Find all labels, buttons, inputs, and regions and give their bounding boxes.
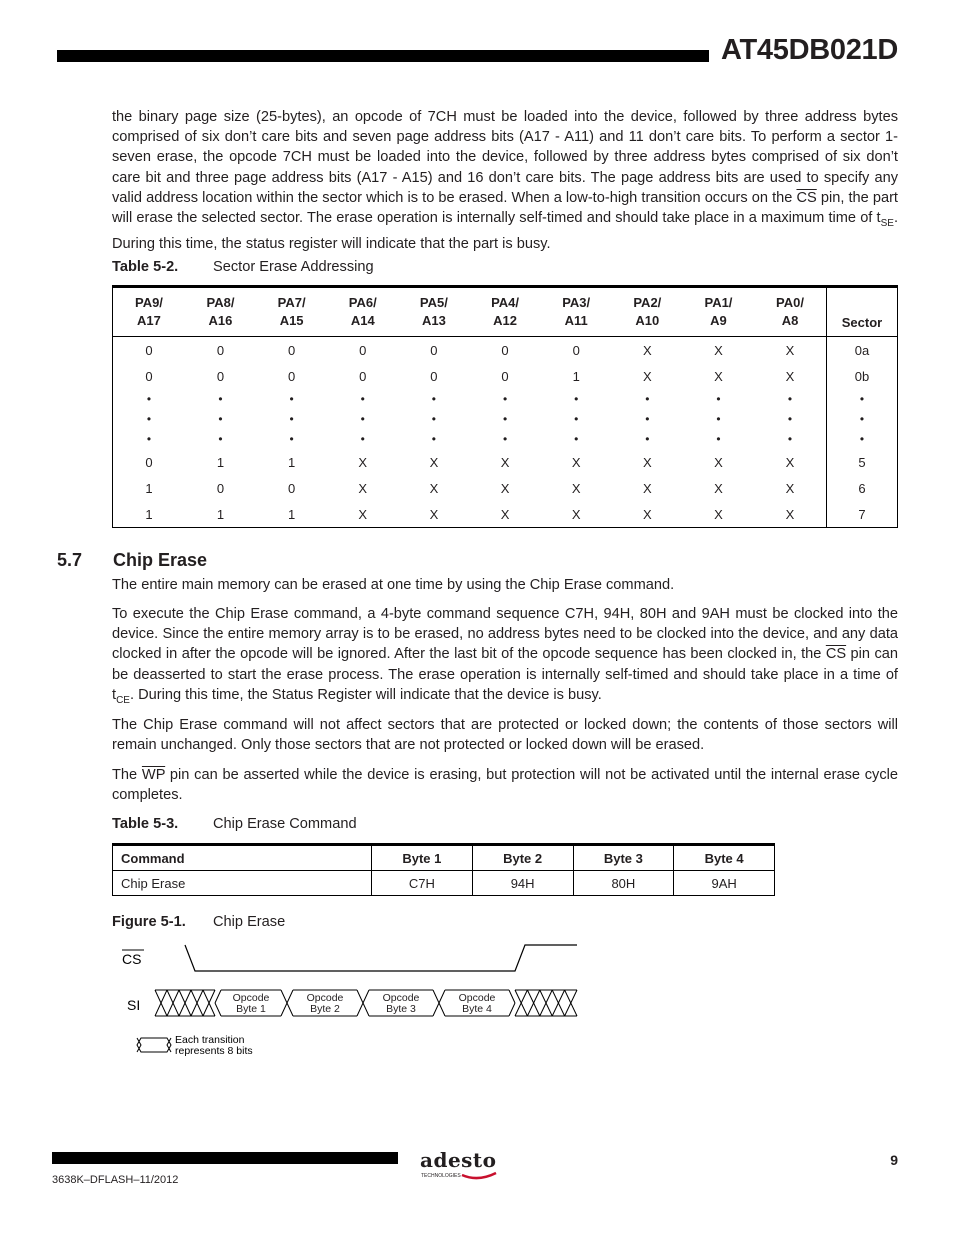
column-header: PA3/ A11 — [541, 287, 612, 337]
page-number: 9 — [890, 1152, 898, 1168]
table-cell: X — [714, 342, 723, 358]
sector-cell: • — [827, 389, 898, 409]
table-cell: X — [714, 368, 723, 384]
sector-cell: 0a — [827, 337, 898, 364]
table-cell: • — [716, 392, 721, 406]
table-cell: X — [429, 506, 439, 522]
table-cell: • — [645, 432, 650, 446]
cell-byte4: 9AH — [674, 871, 775, 896]
table-row — [113, 449, 898, 475]
table-cell: • — [289, 412, 294, 426]
si-segment — [363, 1003, 369, 1016]
table-cell: 1 — [216, 454, 225, 470]
table-5-2-caption: Table 5-2. Sector Erase Addressing — [112, 259, 374, 275]
table-cell: • — [574, 392, 579, 406]
table-cell: • — [146, 432, 152, 446]
col-command: Command — [113, 845, 372, 871]
intro-paragraph: the binary page size (25-bytes), an opcode of 7CH must be loaded into the device, followed by three address bytes comprised of six don’t care bits and seven page address bits (A17 - A11) and 11 don’t care bits. To perform a sector 1-seven erase, the opcode 7CH must be loaded into the device, followed by three address bytes comprised of six don’t care bit and three page address bits (A17 - A15) and 16 don’t care bits. The page address bits are used to specify any valid address location within the sector which is to be erased. When a low-to-high transition occurs on the $\overline{CS}$ pin, the part will erase the selected sector. The erase operation is internally self-timed and should take place in a maximum time of $t_{SE}$. During this time, the status register will indicate that the part is busy. — [112, 109, 898, 253]
opcode-label: Opcode — [382, 992, 420, 1004]
col-byte1: Byte 1 — [372, 845, 473, 871]
chip-erase-paragraph-3: The Chip Erase command will not affect sectors that are protected or locked down; the contents of those sectors will remain unchanged. Only those sectors that are not protected or locked down will be erased. — [112, 717, 898, 754]
table-cell: X — [785, 506, 795, 522]
sector-erase-addressing-table — [112, 285, 898, 528]
table-row — [113, 337, 898, 364]
table-cell: X — [571, 506, 581, 522]
cell-byte1: C7H — [372, 871, 473, 896]
si-waveform — [155, 990, 577, 1016]
col-byte4: Byte 4 — [674, 845, 775, 871]
table-cell: • — [716, 412, 721, 426]
table-cell: • — [645, 412, 650, 426]
table-cell: • — [645, 392, 650, 406]
table-cell: • — [787, 432, 793, 446]
si-segment — [357, 1003, 363, 1016]
si-segment — [509, 1003, 515, 1016]
table-cell: • — [502, 392, 508, 406]
column-header: PA6/ A14 — [327, 287, 398, 337]
table-cell: 1 — [145, 506, 153, 522]
chip-erase-paragraph-4: The $\overline{WP}$ pin can be asserted while the device is erasing, but protection will not be activated until the internal erase cycle completes. — [112, 767, 899, 804]
table-cell: X — [571, 454, 581, 470]
sector-cell: 6 — [827, 475, 898, 501]
table-cell: • — [431, 412, 436, 426]
table-cell: 1 — [288, 506, 296, 522]
cell-byte3: 80H — [573, 871, 674, 896]
table-cell: X — [500, 480, 510, 496]
column-header: PA7/ A15 — [256, 287, 327, 337]
table-cell: 0 — [501, 342, 509, 358]
table-cell: X — [500, 506, 510, 522]
table-cell: X — [642, 342, 652, 358]
table-cell: 0 — [430, 342, 438, 358]
column-header: PA1/ A9 — [683, 287, 754, 337]
table-cell: X — [714, 506, 723, 522]
document-title: AT45DB021D — [721, 34, 898, 66]
table-cell: • — [218, 412, 223, 426]
chip-erase-paragraph-1: The entire main memory can be erased at one time by using the Chip Erase command. — [112, 577, 675, 593]
opcode-byte-label: Byte 4 — [462, 1003, 492, 1015]
si-segment — [433, 1003, 439, 1016]
opcode-label: Opcode — [458, 992, 496, 1004]
table-cell: X — [714, 480, 723, 496]
si-segment — [439, 1003, 445, 1016]
table-cell: • — [360, 432, 365, 446]
sector-cell: 5 — [827, 449, 898, 475]
table-cell: X — [642, 454, 652, 470]
table-cell: 0 — [216, 342, 225, 358]
table-cell: X — [571, 480, 581, 496]
header-rule — [57, 50, 709, 62]
cell-byte2: 94H — [472, 871, 573, 896]
table-cell: • — [431, 392, 436, 406]
si-segment — [439, 990, 445, 1003]
legend-line-2: represents 8 bits — [175, 1045, 253, 1057]
table-row — [113, 389, 898, 409]
table-row — [113, 363, 898, 389]
table-row — [113, 501, 898, 528]
adesto-logo — [418, 1148, 504, 1180]
sector-cell: 7 — [827, 501, 898, 528]
table-cell: • — [218, 392, 223, 406]
table-cell: 0 — [359, 368, 367, 384]
table-cell: • — [574, 432, 579, 446]
wp-signal: $\overline{WP}$ — [141, 767, 166, 783]
chip-erase-paragraph-2: To execute the Chip Erase command, a 4-byte command sequence C7H, 94H, 80H and 9AH must be clocked into the device. Since the entire memory array is to be erased, no address bytes need to be clocked into the device, and any data clocked in after the opcode will be ignored. After the last bit of the opcode sequence has been clocked in, the $\overline{CS}$ pin can be deasserted to start the erase process. The erase operation is internally self-timed and should take place in a time of $t_{CE}$. During this time, the Status Register will indicate that the device is busy. — [112, 606, 898, 706]
si-segment — [357, 990, 363, 1003]
table-cell: X — [642, 480, 652, 496]
table-row — [113, 871, 775, 896]
table-cell: • — [146, 392, 152, 406]
sector-cell: • — [827, 429, 898, 449]
opcode-label: Opcode — [306, 992, 344, 1004]
table-cell: X — [358, 480, 368, 496]
table-cell: X — [358, 506, 368, 522]
column-header: PA0/ A8 — [754, 287, 826, 337]
opcode-byte-label: Byte 1 — [236, 1003, 266, 1015]
table-cell: 0 — [288, 368, 296, 384]
footer-rule — [52, 1152, 398, 1164]
opcode-byte-label: Byte 3 — [386, 1003, 416, 1015]
logo-text: adesto — [420, 1148, 497, 1172]
opcode-byte-label: Byte 2 — [310, 1003, 340, 1015]
si-segment — [215, 1003, 221, 1016]
table-cell: X — [429, 454, 439, 470]
table-cell: 0 — [145, 454, 153, 470]
table-cell: 0 — [145, 342, 153, 358]
table-cell: X — [642, 506, 652, 522]
cs-signal: $\overline{CS}$ — [796, 189, 817, 206]
si-segment — [281, 1003, 287, 1016]
si-segment — [509, 990, 515, 1003]
table-cell: 0 — [145, 368, 153, 384]
sector-cell: 0b — [827, 363, 898, 389]
si-segment — [215, 990, 221, 1003]
column-header: PA8/ A16 — [185, 287, 256, 337]
opcode-label: Opcode — [232, 992, 270, 1004]
column-header: PA4/ A12 — [469, 287, 540, 337]
cs-waveform — [185, 945, 577, 971]
table-cell: 1 — [288, 454, 296, 470]
table-cell: • — [431, 432, 436, 446]
table-cell: X — [429, 480, 439, 496]
table-cell: 0 — [288, 480, 296, 496]
table-cell: • — [787, 392, 793, 406]
table-cell: 1 — [572, 368, 580, 384]
table-cell: 0 — [430, 368, 438, 384]
col-byte2: Byte 2 — [472, 845, 573, 871]
table-cell: • — [289, 392, 294, 406]
si-segment — [363, 990, 369, 1003]
table-cell: X — [785, 368, 795, 384]
section-heading: 5.7 Chip Erase — [57, 550, 208, 570]
column-header: PA5/ A13 — [398, 287, 469, 337]
si-segment — [287, 990, 293, 1003]
document-number: 3638K–DFLASH–11/2012 — [52, 1174, 179, 1186]
sector-column-header: Sector — [827, 287, 898, 337]
chip-erase-command-table — [112, 843, 775, 896]
figure-5-1-caption: Figure 5-1. Chip Erase — [112, 914, 286, 930]
table-cell: • — [502, 412, 508, 426]
table-cell: X — [785, 342, 795, 358]
table-cell: 0 — [359, 342, 367, 358]
sector-cell: • — [827, 409, 898, 429]
table-cell: • — [716, 432, 721, 446]
table-row — [113, 409, 898, 429]
table-cell: • — [360, 392, 365, 406]
logo-subtext: TECHNOLOGIES — [421, 1173, 461, 1179]
si-segment — [281, 990, 287, 1003]
si-segment — [433, 990, 439, 1003]
table-cell: • — [146, 412, 152, 426]
logo-swoosh — [462, 1173, 496, 1178]
table-cell: • — [787, 412, 793, 426]
table-cell: X — [500, 454, 510, 470]
col-byte3: Byte 3 — [573, 845, 674, 871]
table-cell: X — [785, 480, 795, 496]
table-cell: • — [574, 412, 579, 426]
cell-command: Chip Erase — [113, 871, 372, 896]
cs-label: CS — [122, 951, 142, 967]
table-cell: 0 — [572, 342, 580, 358]
table-cell: • — [218, 432, 223, 446]
table-cell: • — [360, 412, 365, 426]
table-cell: 0 — [216, 480, 225, 496]
table-row — [113, 475, 898, 501]
cs-signal: $\overline{CS}$ — [825, 646, 847, 663]
table-cell: 1 — [216, 506, 225, 522]
column-header: PA9/ A17 — [113, 287, 185, 337]
table-cell: 0 — [288, 342, 296, 358]
table-cell: X — [785, 454, 795, 470]
table-cell: 0 — [216, 368, 225, 384]
table-5-3-caption: Table 5-3. Chip Erase Command — [112, 816, 357, 832]
si-segment — [287, 1003, 293, 1016]
table-cell: • — [289, 432, 294, 446]
transition-legend-icon — [137, 1038, 171, 1052]
table-cell: 0 — [501, 368, 509, 384]
si-label: SI — [127, 997, 141, 1013]
column-header: PA2/ A10 — [612, 287, 683, 337]
table-cell: X — [714, 454, 723, 470]
legend-line-1: Each transition — [175, 1034, 245, 1046]
table-cell: X — [642, 368, 652, 384]
table-cell: • — [502, 432, 508, 446]
chip-erase-timing-diagram — [115, 940, 585, 1065]
table-cell: 1 — [145, 480, 153, 496]
table-row — [113, 429, 898, 449]
table-cell: X — [358, 454, 368, 470]
